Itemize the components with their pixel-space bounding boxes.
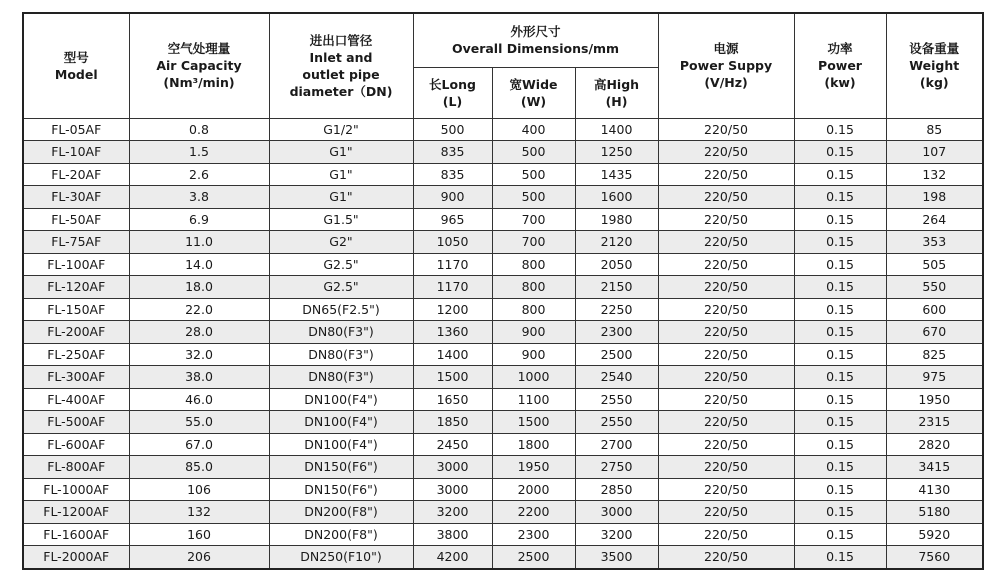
- cell-pipe-diameter: DN200(F8"): [269, 501, 413, 524]
- cell-air-capacity: 85.0: [129, 456, 269, 479]
- cell-pipe-diameter: DN150(F6"): [269, 456, 413, 479]
- cell-power-supply: 220/50: [658, 186, 794, 209]
- cell-long: 1400: [413, 343, 492, 366]
- cell-wide: 900: [492, 343, 575, 366]
- cell-long: 4200: [413, 546, 492, 569]
- cell-wide: 900: [492, 321, 575, 344]
- cell-wide: 500: [492, 163, 575, 186]
- table-row: [23, 186, 983, 209]
- cell-model: FL-2000AF: [23, 546, 129, 569]
- cell-air-capacity: 132: [129, 501, 269, 524]
- cell-air-capacity: 160: [129, 523, 269, 546]
- cell-model: FL-800AF: [23, 456, 129, 479]
- cell-air-capacity: 106: [129, 478, 269, 501]
- table-row: [23, 321, 983, 344]
- cell-power-supply: 220/50: [658, 411, 794, 434]
- cell-wide: 2200: [492, 501, 575, 524]
- cell-power: 0.15: [794, 186, 886, 209]
- cell-wide: 2000: [492, 478, 575, 501]
- cell-model: FL-20AF: [23, 163, 129, 186]
- cell-power-supply: 220/50: [658, 478, 794, 501]
- cell-wide: 2500: [492, 546, 575, 569]
- cell-high: 1435: [575, 163, 658, 186]
- cell-pipe-diameter: G1.5": [269, 208, 413, 231]
- cell-wide: 1100: [492, 388, 575, 411]
- table-row: [23, 366, 983, 389]
- cell-weight: 4130: [886, 478, 983, 501]
- cell-pipe-diameter: G1": [269, 186, 413, 209]
- cell-weight: 5180: [886, 501, 983, 524]
- cell-high: 1400: [575, 118, 658, 141]
- cell-wide: 500: [492, 186, 575, 209]
- cell-air-capacity: 18.0: [129, 276, 269, 299]
- cell-wide: 1800: [492, 433, 575, 456]
- cell-air-capacity: 0.8: [129, 118, 269, 141]
- cell-pipe-diameter: DN150(F6"): [269, 478, 413, 501]
- cell-pipe-diameter: DN200(F8"): [269, 523, 413, 546]
- cell-wide: 700: [492, 231, 575, 254]
- cell-high: 2500: [575, 343, 658, 366]
- cell-weight: 353: [886, 231, 983, 254]
- cell-weight: 550: [886, 276, 983, 299]
- cell-pipe-diameter: G2": [269, 231, 413, 254]
- cell-pipe-diameter: G1": [269, 141, 413, 164]
- table-row: [23, 298, 983, 321]
- cell-power: 0.15: [794, 411, 886, 434]
- cell-weight: 7560: [886, 546, 983, 569]
- cell-wide: 1000: [492, 366, 575, 389]
- table-row: [23, 523, 983, 546]
- cell-power: 0.15: [794, 141, 886, 164]
- cell-wide: 400: [492, 118, 575, 141]
- cell-model: FL-600AF: [23, 433, 129, 456]
- cell-air-capacity: 206: [129, 546, 269, 569]
- cell-long: 3200: [413, 501, 492, 524]
- cell-high: 2700: [575, 433, 658, 456]
- cell-model: FL-1200AF: [23, 501, 129, 524]
- cell-weight: 600: [886, 298, 983, 321]
- cell-long: 1360: [413, 321, 492, 344]
- cell-high: 1980: [575, 208, 658, 231]
- cell-air-capacity: 3.8: [129, 186, 269, 209]
- cell-weight: 825: [886, 343, 983, 366]
- cell-model: FL-400AF: [23, 388, 129, 411]
- cell-high: 2250: [575, 298, 658, 321]
- cell-weight: 975: [886, 366, 983, 389]
- cell-air-capacity: 1.5: [129, 141, 269, 164]
- cell-power-supply: 220/50: [658, 388, 794, 411]
- table-row: [23, 388, 983, 411]
- cell-model: FL-500AF: [23, 411, 129, 434]
- cell-weight: 670: [886, 321, 983, 344]
- cell-power: 0.15: [794, 456, 886, 479]
- cell-power-supply: 220/50: [658, 118, 794, 141]
- cell-long: 1200: [413, 298, 492, 321]
- cell-power: 0.15: [794, 208, 886, 231]
- header-high: 高High (H): [575, 67, 658, 118]
- cell-long: 1650: [413, 388, 492, 411]
- cell-wide: 800: [492, 253, 575, 276]
- cell-pipe-diameter: DN250(F10"): [269, 546, 413, 569]
- cell-wide: 800: [492, 298, 575, 321]
- cell-long: 1500: [413, 366, 492, 389]
- cell-weight: 198: [886, 186, 983, 209]
- cell-air-capacity: 32.0: [129, 343, 269, 366]
- header-power-supply: 电源 Power Suppy (V/Hz): [658, 13, 794, 118]
- cell-weight: 3415: [886, 456, 983, 479]
- cell-long: 835: [413, 141, 492, 164]
- cell-pipe-diameter: DN100(F4"): [269, 411, 413, 434]
- header-overall-dimensions: 外形尺寸 Overall Dimensions/mm: [413, 13, 658, 67]
- cell-power: 0.15: [794, 163, 886, 186]
- cell-power-supply: 220/50: [658, 501, 794, 524]
- cell-power: 0.15: [794, 321, 886, 344]
- cell-power-supply: 220/50: [658, 456, 794, 479]
- cell-pipe-diameter: G1/2": [269, 118, 413, 141]
- cell-model: FL-300AF: [23, 366, 129, 389]
- cell-high: 2850: [575, 478, 658, 501]
- cell-air-capacity: 11.0: [129, 231, 269, 254]
- header-power: 功率 Power (kw): [794, 13, 886, 118]
- table-row: [23, 231, 983, 254]
- cell-power-supply: 220/50: [658, 298, 794, 321]
- cell-weight: 2820: [886, 433, 983, 456]
- cell-power: 0.15: [794, 253, 886, 276]
- cell-weight: 505: [886, 253, 983, 276]
- cell-air-capacity: 28.0: [129, 321, 269, 344]
- cell-long: 500: [413, 118, 492, 141]
- table-body: [23, 118, 983, 569]
- cell-air-capacity: 14.0: [129, 253, 269, 276]
- cell-power: 0.15: [794, 478, 886, 501]
- cell-power-supply: 220/50: [658, 523, 794, 546]
- header-row-top: [23, 13, 983, 67]
- cell-power-supply: 220/50: [658, 163, 794, 186]
- table-row: [23, 478, 983, 501]
- cell-power: 0.15: [794, 388, 886, 411]
- cell-long: 1170: [413, 253, 492, 276]
- cell-power: 0.15: [794, 276, 886, 299]
- cell-weight: 1950: [886, 388, 983, 411]
- table-row: [23, 433, 983, 456]
- cell-model: FL-75AF: [23, 231, 129, 254]
- cell-high: 3000: [575, 501, 658, 524]
- cell-high: 2050: [575, 253, 658, 276]
- cell-model: FL-05AF: [23, 118, 129, 141]
- cell-pipe-diameter: DN80(F3"): [269, 343, 413, 366]
- cell-air-capacity: 2.6: [129, 163, 269, 186]
- cell-power-supply: 220/50: [658, 366, 794, 389]
- cell-model: FL-100AF: [23, 253, 129, 276]
- cell-power-supply: 220/50: [658, 546, 794, 569]
- cell-air-capacity: 55.0: [129, 411, 269, 434]
- cell-model: FL-250AF: [23, 343, 129, 366]
- cell-long: 2450: [413, 433, 492, 456]
- cell-pipe-diameter: G2.5": [269, 276, 413, 299]
- cell-long: 3000: [413, 478, 492, 501]
- header-pipe-diameter: 进出口管径 Inlet and outlet pipe diameter（DN): [269, 13, 413, 118]
- cell-pipe-diameter: DN80(F3"): [269, 366, 413, 389]
- cell-high: 3200: [575, 523, 658, 546]
- cell-high: 1250: [575, 141, 658, 164]
- cell-power: 0.15: [794, 298, 886, 321]
- cell-model: FL-150AF: [23, 298, 129, 321]
- cell-high: 2540: [575, 366, 658, 389]
- cell-power-supply: 220/50: [658, 208, 794, 231]
- cell-weight: 85: [886, 118, 983, 141]
- cell-high: 2550: [575, 411, 658, 434]
- cell-high: 2150: [575, 276, 658, 299]
- cell-wide: 500: [492, 141, 575, 164]
- cell-long: 965: [413, 208, 492, 231]
- cell-pipe-diameter: DN80(F3"): [269, 321, 413, 344]
- cell-high: 2300: [575, 321, 658, 344]
- cell-weight: 107: [886, 141, 983, 164]
- cell-power-supply: 220/50: [658, 343, 794, 366]
- cell-power-supply: 220/50: [658, 231, 794, 254]
- cell-power-supply: 220/50: [658, 141, 794, 164]
- cell-weight: 264: [886, 208, 983, 231]
- cell-power: 0.15: [794, 433, 886, 456]
- table-row: [23, 456, 983, 479]
- cell-air-capacity: 38.0: [129, 366, 269, 389]
- cell-power-supply: 220/50: [658, 253, 794, 276]
- cell-model: FL-120AF: [23, 276, 129, 299]
- cell-air-capacity: 67.0: [129, 433, 269, 456]
- cell-air-capacity: 22.0: [129, 298, 269, 321]
- cell-model: FL-50AF: [23, 208, 129, 231]
- cell-long: 900: [413, 186, 492, 209]
- cell-wide: 800: [492, 276, 575, 299]
- header-weight: 设备重量 Weight (kg): [886, 13, 983, 118]
- cell-model: FL-1000AF: [23, 478, 129, 501]
- cell-power: 0.15: [794, 523, 886, 546]
- cell-weight: 5920: [886, 523, 983, 546]
- cell-power: 0.15: [794, 118, 886, 141]
- table-row: [23, 546, 983, 569]
- cell-power: 0.15: [794, 546, 886, 569]
- cell-pipe-diameter: G2.5": [269, 253, 413, 276]
- table-row: [23, 411, 983, 434]
- cell-long: 1050: [413, 231, 492, 254]
- cell-pipe-diameter: DN65(F2.5"): [269, 298, 413, 321]
- cell-model: FL-30AF: [23, 186, 129, 209]
- cell-long: 3000: [413, 456, 492, 479]
- cell-long: 835: [413, 163, 492, 186]
- cell-long: 1170: [413, 276, 492, 299]
- table-row: [23, 163, 983, 186]
- cell-power: 0.15: [794, 343, 886, 366]
- cell-pipe-diameter: G1": [269, 163, 413, 186]
- table-row: [23, 276, 983, 299]
- cell-wide: 700: [492, 208, 575, 231]
- cell-high: 2750: [575, 456, 658, 479]
- cell-weight: 132: [886, 163, 983, 186]
- header-air-capacity: 空气处理量 Air Capacity (Nm³/min): [129, 13, 269, 118]
- cell-model: FL-10AF: [23, 141, 129, 164]
- header-model: 型号 Model: [23, 13, 129, 118]
- cell-high: 3500: [575, 546, 658, 569]
- cell-power: 0.15: [794, 501, 886, 524]
- header-long: 长Long (L): [413, 67, 492, 118]
- cell-pipe-diameter: DN100(F4"): [269, 388, 413, 411]
- cell-wide: 1950: [492, 456, 575, 479]
- cell-wide: 2300: [492, 523, 575, 546]
- header-wide: 宽Wide (W): [492, 67, 575, 118]
- cell-power: 0.15: [794, 366, 886, 389]
- cell-high: 2120: [575, 231, 658, 254]
- spec-table: [22, 12, 984, 570]
- cell-air-capacity: 46.0: [129, 388, 269, 411]
- cell-wide: 1500: [492, 411, 575, 434]
- table-row: [23, 141, 983, 164]
- table-row: [23, 501, 983, 524]
- cell-air-capacity: 6.9: [129, 208, 269, 231]
- table-row: [23, 208, 983, 231]
- cell-weight: 2315: [886, 411, 983, 434]
- cell-pipe-diameter: DN100(F4"): [269, 433, 413, 456]
- cell-power-supply: 220/50: [658, 321, 794, 344]
- cell-power-supply: 220/50: [658, 276, 794, 299]
- table-row: [23, 343, 983, 366]
- cell-power: 0.15: [794, 231, 886, 254]
- cell-model: FL-1600AF: [23, 523, 129, 546]
- cell-power-supply: 220/50: [658, 433, 794, 456]
- table-row: [23, 118, 983, 141]
- cell-high: 2550: [575, 388, 658, 411]
- cell-model: FL-200AF: [23, 321, 129, 344]
- cell-long: 3800: [413, 523, 492, 546]
- cell-high: 1600: [575, 186, 658, 209]
- cell-long: 1850: [413, 411, 492, 434]
- table-row: [23, 253, 983, 276]
